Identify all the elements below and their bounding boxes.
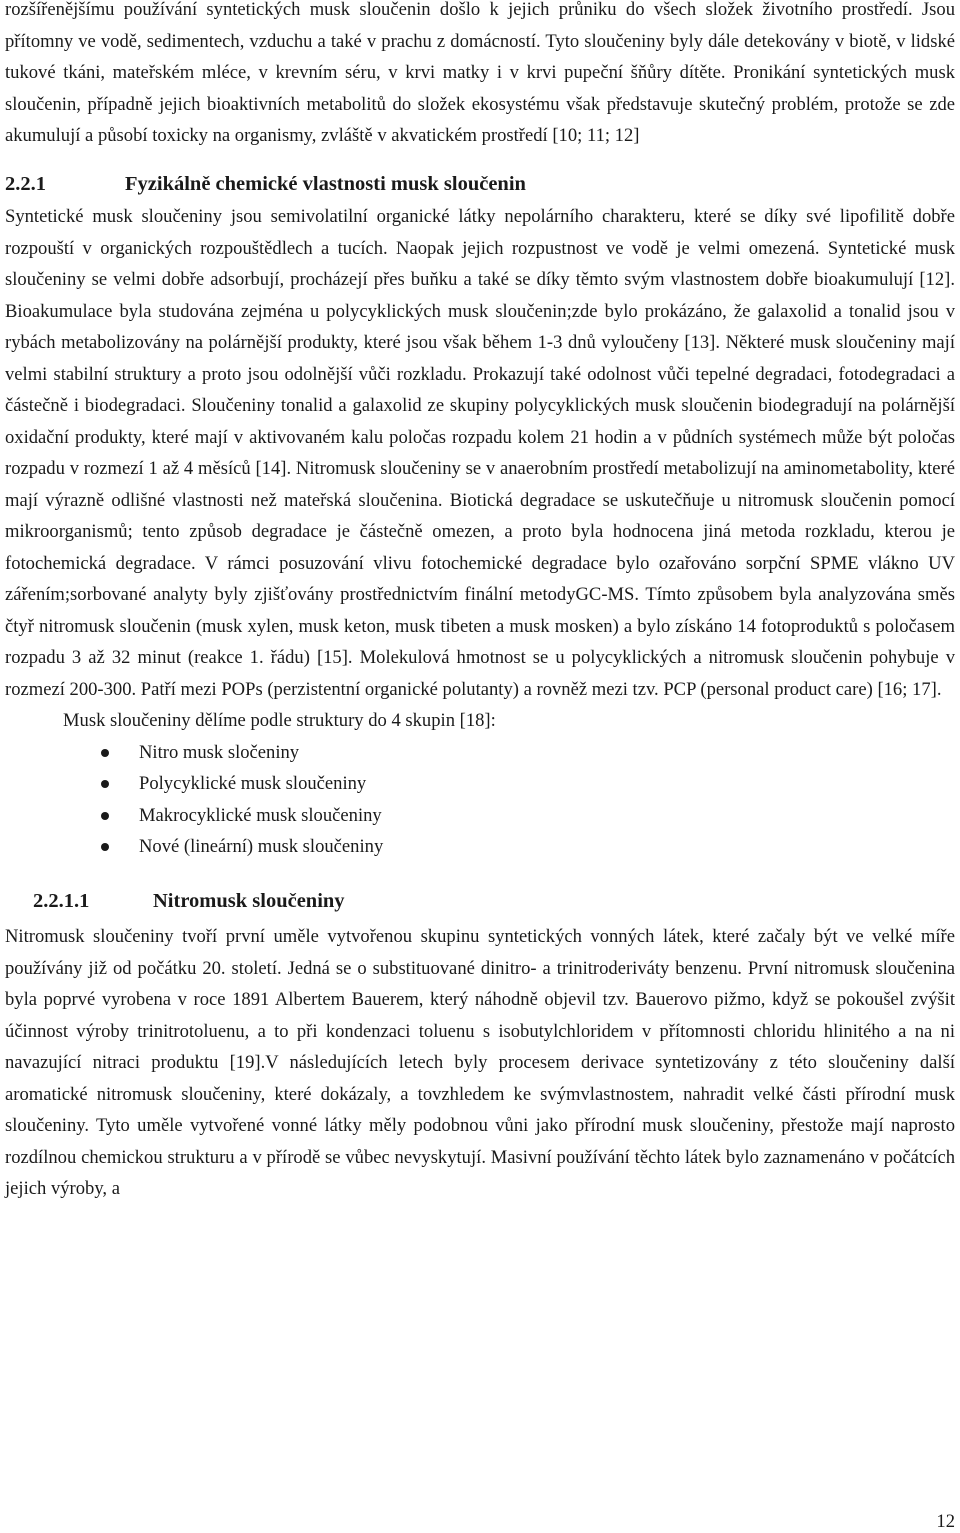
section-title: Fyzikálně chemické vlastnosti musk sloučenin [125,172,526,195]
bullet-icon [101,780,109,788]
section-heading-2-2-1 [5,169,955,201]
paragraph-properties: Syntetické musk sloučeniny jsou semivolatilní organické látky nepolárního charakteru, které se díky své lipofilitě dobře rozpouští v organických rozpouštědlech a tucích. Naopak jejich rozpustnost ve vodě je velmi omezená. Syntetické musk sloučeniny se velmi dobře adsorbují, procházejí přes buňku a také se díky těmto svým vlastnostem dobře bioakumulují [12]. Bioakumulace byla studována zejména u polycyklických musk sloučenin;zde bylo prokázáno, že galaxolid a tonalid jsou v rybách metabolizovány na polárnější produkty, které jsou však během 1-3 dnů vyloučeny [13]. Některé musk sloučeniny mají velmi stabilní struktury a proto jsou odolnější vůči rozkladu. Prokazují také odolnost vůči tepelné degradaci, fotodegradaci a částečně i biodegradaci. Sloučeniny tonalid a galaxolid ze skupiny polycyklických musk sloučenin biodegradují na polárnější oxidační produkty, které mají v aktivovaném kalu poločas rozpadu kolem 21 hodin a v půdních systémech může být poločas rozpadu v rozmezí 1 až 4 měsíců [14]. Nitromusk sloučeniny se v anaerobním prostředí metabolizují na aminometabolity, které mají výrazně odlišné vlastnosti než mateřská sloučenina. Biotická degradace se uskutečňuje u nitromusk sloučenin pomocí mikroorganismů; tento způsob degradace je částečně omezen, a proto byla hodnocena jiná metoda rozkladu, kterou je fotochemická degradace. V rámci posuzování vlivu fotochemické degradace bylo ozařováno sorpční SPME vlákno UV zářením;sorbované analyty byly zjišťovány prostřednictvím finální metodyGC-MS. Tímto způsobem byla analyzována směs čtyř nitromusk sloučenin (musk xylen, musk keton, musk tibeten a musk mosken) a bylo získáno 14 fotoproduktů s poločasem rozpadu 3 až 32 minut (reakce 1. řádu) [15]. Molekulová hmotnost se u polycyklických a nitromusk sloučenin pohybuje v rozmezí 200-300. Patří mezi POPs (perzistentní organické polutanty) a rovněž mezi tzv. PCP (personal product care) [16; 17]. [5,206,955,700]
list-item: Polycyklické musk sloučeniny [5,768,955,800]
paragraph-continuation: rozšířenějšímu používání syntetických musk sloučenin došlo k jejich průniku do všech složek životního prostředí. Jsou přítomny ve vodě, sedimentech, vzduchu a také v prachu z domácností. Tyto sloučeniny byly dále detekovány v biotě, v lidské tukové tkáni, mateřském mléce, v krevním séru, v krvi matky i v krvi pupeční šňůry dítěte. Pronikání syntetických musk sloučenin, případně jejich bioaktivních metabolitů do složek ekosystému však představuje skutečný problém, protože se zde akumulují a působí toxicky na organismy, zvláště v akvatickém prostředí [10; 11; 12] [5,0,955,146]
list-item: Makrocyklické musk sloučeniny [5,800,955,832]
list-item: Nitro musk sločeniny [5,737,955,769]
subsection-title: Nitromusk sloučeniny [153,889,345,912]
section-number: 2.2.1 [5,172,46,195]
list-intro: Musk sloučeniny dělíme podle struktury do 4 skupin [18]: [63,710,496,731]
bullet-icon [101,843,109,851]
subsection-number: 2.2.1.1 [33,889,90,912]
paragraph-nitromusk: Nitromusk sloučeniny tvoří první uměle vytvořenou skupinu syntetických vonných látek, které začaly být ve velké míře používány již od počátku 20. století. Jedná se o substituované dinitro- a trinitroderiváty benzenu. První nitromusk sloučenina byla poprvé vyrobena v roce 1891 Albertem Bauerem, který náhodně objevil tzv. Bauerovo pižmo, když se pokoušel zvýšit účinnost výroby trinitrotoluenu, a to při kondenzaci toluenu s isobutylchloridem v přítomnosti chloridu hlinitého a na ni navazující nitraci produktu [19].V následujících letech byly procesem derivace syntetizovány z této sloučeniny další aromatické nitromusk sloučeniny, které dokázaly, a tovzhledem ke svýmvlastnostem, nahradit velké části přírodní musk sloučeniny. Tyto uměle vytvořené vonné látky měly podobnou vůni jako přírodní musk sloučeniny, přestože mají naprosto rozdílnou chemickou strukturu a v přírodě se vůbec nevyskytují. Masivní používání těchto látek bylo zaznamenáno v počátcích jejich výroby, a [5,926,955,1199]
page-number: 12 [936,1511,955,1532]
document-page [5,0,955,1205]
list-item: Nové (lineární) musk sloučeniny [5,831,955,863]
section-heading-2-2-1-1 [5,886,955,918]
bullet-icon [101,749,109,757]
musk-groups-list [5,737,955,863]
bullet-icon [101,812,109,820]
